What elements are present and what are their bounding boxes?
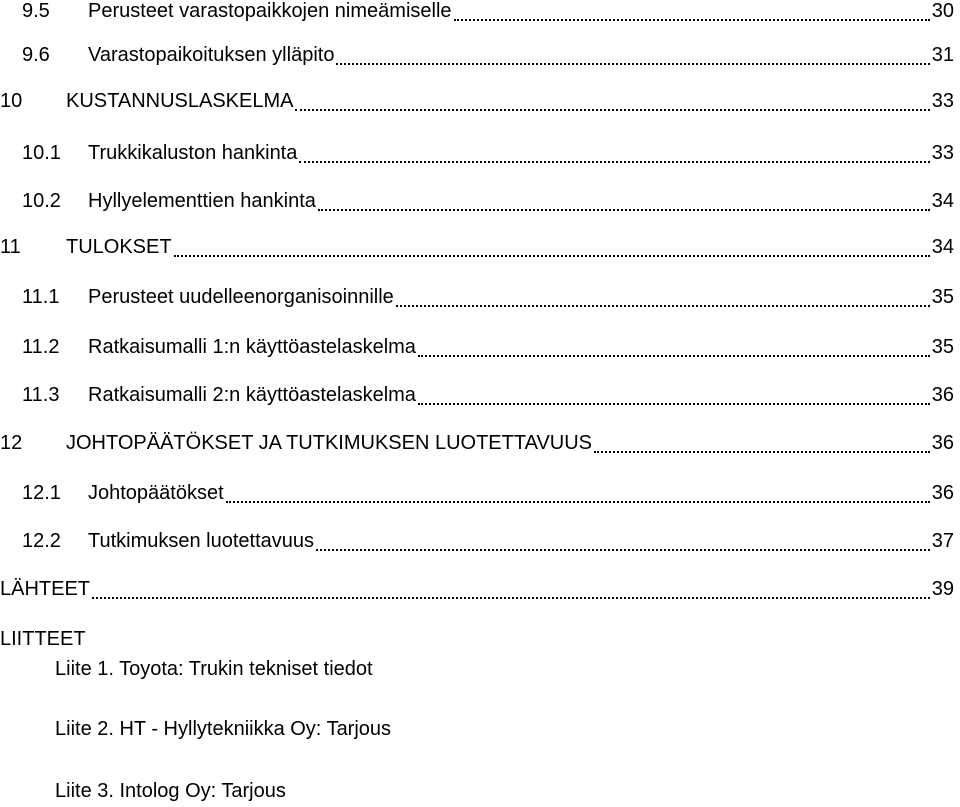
toc-entry[interactable] xyxy=(0,0,960,26)
toc-entry-page: 34 xyxy=(931,236,954,258)
toc-entry-title: Hyllyelementtien hankinta xyxy=(88,190,316,212)
toc-entry[interactable] xyxy=(0,44,960,70)
dot-leader xyxy=(336,63,929,65)
toc-entry-number: 10.2 xyxy=(22,190,61,212)
toc-entry[interactable] xyxy=(0,190,960,216)
dot-leader xyxy=(594,451,930,453)
toc-entry-number: 11 xyxy=(0,236,21,258)
toc-entry-page: 30 xyxy=(931,0,954,22)
dot-leader xyxy=(418,355,930,357)
toc-entry[interactable] xyxy=(0,530,960,556)
toc-entry[interactable] xyxy=(0,142,960,168)
dot-leader xyxy=(295,109,929,111)
dot-leader xyxy=(318,209,930,211)
dot-leader xyxy=(316,549,930,551)
toc-entry-number: 11.1 xyxy=(22,286,60,308)
toc-entry-page: 33 xyxy=(931,90,954,112)
toc-entry-number: 11.3 xyxy=(22,384,60,406)
toc-entry-page: 31 xyxy=(931,44,954,66)
toc-entry[interactable] xyxy=(0,432,960,458)
toc-entry-title: Perusteet varastopaikkojen nimeämiselle xyxy=(88,0,452,22)
dot-leader xyxy=(299,161,929,163)
toc-entry-number: 10.1 xyxy=(22,142,61,164)
toc-entry[interactable] xyxy=(0,286,960,312)
toc-entry-title: Ratkaisumalli 1:n käyttöastelaskelma xyxy=(88,336,416,358)
toc-entry-title: KUSTANNUSLASKELMA xyxy=(66,90,294,112)
toc-entry[interactable] xyxy=(0,336,960,362)
appendices-heading: LIITTEET xyxy=(0,628,86,650)
toc-entry-number: 9.5 xyxy=(22,0,50,22)
toc-entry[interactable] xyxy=(0,90,960,116)
dot-leader xyxy=(92,597,930,599)
toc-entry[interactable] xyxy=(0,384,960,410)
toc-entry-page: 39 xyxy=(931,578,954,600)
toc-entry-page: 37 xyxy=(931,530,954,552)
toc-entry-number: 9.6 xyxy=(22,44,50,66)
toc-entry-title: Perusteet uudelleenorganisoinnille xyxy=(88,286,394,308)
toc-entry-number: 10 xyxy=(0,90,23,112)
toc-entry-page: 35 xyxy=(931,286,954,308)
toc-entry-title: TULOKSET xyxy=(66,236,172,258)
dot-leader xyxy=(174,255,930,257)
dot-leader xyxy=(396,305,930,307)
toc-entry-page: 36 xyxy=(931,482,954,504)
toc-entry-number: 11.2 xyxy=(22,336,60,358)
toc-entry-page: 34 xyxy=(931,190,954,212)
toc-entry-page: 33 xyxy=(931,142,954,164)
toc-entry-page: 36 xyxy=(931,432,954,454)
toc-entry-page: 35 xyxy=(931,336,954,358)
toc-entry-title: LÄHTEET xyxy=(0,578,91,600)
appendix-item[interactable]: Liite 1. Toyota: Trukin tekniset tiedot xyxy=(55,658,373,680)
toc-entry[interactable] xyxy=(0,482,960,508)
toc-entry[interactable] xyxy=(0,578,960,604)
dot-leader xyxy=(418,403,930,405)
appendix-item[interactable]: Liite 2. HT - Hyllytekniikka Oy: Tarjous xyxy=(55,718,392,740)
toc-entry-number: 12 xyxy=(0,432,23,454)
dot-leader xyxy=(226,501,930,503)
toc-entry-title: Trukkikaluston hankinta xyxy=(88,142,298,164)
toc-entry-number: 12.2 xyxy=(22,530,61,552)
toc-entry-title: JOHTOPÄÄTÖKSET JA TUTKIMUKSEN LUOTETTAVUUS xyxy=(66,432,593,454)
toc-entry-number: 12.1 xyxy=(22,482,61,504)
toc-entry-title: Ratkaisumalli 2:n käyttöastelaskelma xyxy=(88,384,416,406)
appendix-item[interactable]: Liite 3. Intolog Oy: Tarjous xyxy=(55,780,286,802)
toc-entry-title: Tutkimuksen luotettavuus xyxy=(88,530,315,552)
dot-leader xyxy=(454,19,930,21)
toc-entry-title: Varastopaikoituksen ylläpito xyxy=(88,44,335,66)
toc-entry-page: 36 xyxy=(931,384,954,406)
toc-entry[interactable] xyxy=(0,236,960,262)
toc-entry-title: Johtopäätökset xyxy=(88,482,224,504)
